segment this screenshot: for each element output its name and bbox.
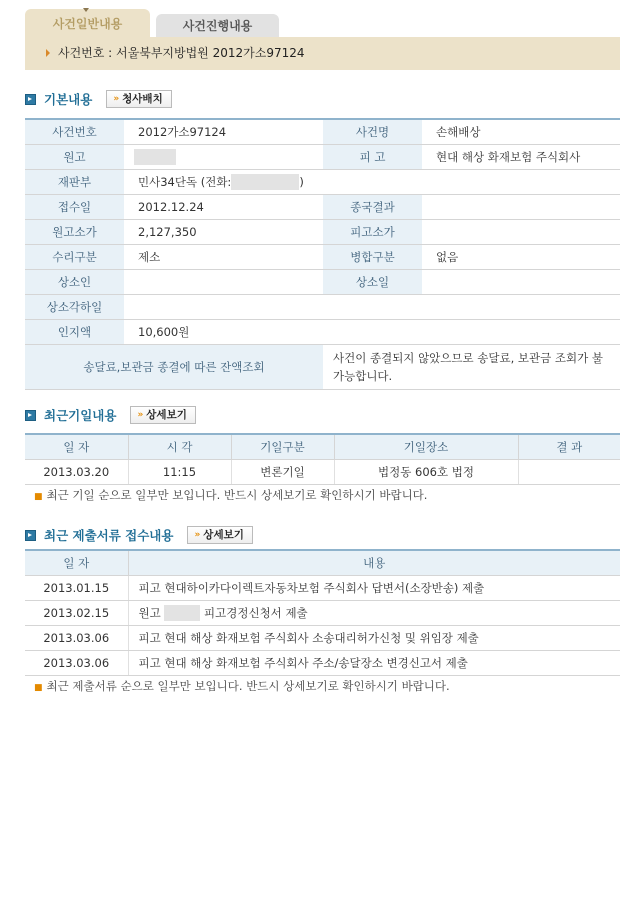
tab-case-general-label: 사건일반내용: [52, 17, 123, 31]
hearing-section-header: [25, 405, 196, 425]
hearing-details-button[interactable]: [130, 406, 195, 424]
cell-content-prefix: 원고: [138, 605, 161, 620]
value-defendant-claim: [422, 220, 620, 245]
documents-section-title: 최근 제출서류 접수내용: [44, 528, 174, 543]
label-filing-date: 접수일: [25, 195, 124, 220]
table-row: [25, 320, 620, 345]
value-merge-type: 없음: [422, 245, 620, 270]
table-header-row: [25, 434, 620, 460]
documents-table: [25, 549, 620, 676]
caret-down-icon: [83, 8, 89, 12]
table-row: [25, 626, 620, 651]
documents-note-text: 최근 제출서류 순으로 일부만 보입니다. 반드시 상세보기로 확인하시기 바랍니다.: [46, 679, 450, 693]
label-defendant: 피 고: [323, 145, 422, 170]
label-case-number: 사건번호: [25, 119, 124, 145]
cell-content-suffix: 피고경정신청서 제출: [204, 605, 308, 620]
header-hearing-place: 기일장소: [334, 434, 518, 460]
label-appellant: 상소인: [25, 270, 124, 295]
court-division-text: 민사34단독 (전화:: [138, 174, 232, 189]
documents-details-label: 상세보기: [203, 529, 244, 541]
value-filing-date: 2012.12.24: [124, 195, 323, 220]
hearing-table: [25, 433, 620, 485]
hearing-note: [34, 487, 427, 503]
label-plaintiff: 원고: [25, 145, 124, 170]
case-number-bar: [25, 37, 620, 70]
cell-date: 2013.03.06: [25, 651, 128, 676]
hearing-note-text: 최근 기일 순으로 일부만 보입니다. 반드시 상세보기로 확인하시기 바랍니다.: [46, 488, 428, 502]
cell-content: 피고 현대하이카다이렉트자동차보험 주식회사 답변서(소장반송) 제출: [128, 576, 620, 601]
redacted-block: [164, 605, 200, 621]
table-row: [25, 460, 620, 485]
value-stamp-fee: 10,600원: [124, 320, 620, 345]
tab-case-progress[interactable]: [156, 14, 279, 37]
section-bullet-icon: [25, 410, 36, 421]
page: [25, 0, 620, 693]
cell-content: [128, 601, 620, 626]
cell-content: 피고 현대 해상 화재보험 주식회사 소송대리허가신청 및 위임장 제출: [128, 626, 620, 651]
basic-info-table: [25, 118, 620, 390]
label-defendant-claim: 피고소가: [323, 220, 422, 245]
header-date: 일 자: [25, 550, 128, 576]
header-date: 일 자: [25, 434, 128, 460]
case-number-text: 사건번호 : 서울북부지방법원 2012가소97124: [58, 46, 305, 60]
value-case-number: 2012가소97124: [124, 119, 323, 145]
table-row: [25, 220, 620, 245]
section-bullet-icon: [25, 530, 36, 541]
hearing-section-title: 최근기일내용: [44, 408, 117, 423]
hearing-details-label: 상세보기: [146, 409, 187, 421]
label-balance-inquiry: 송달료,보관금 종결에 따른 잔액조회: [25, 345, 323, 390]
table-row: [25, 576, 620, 601]
table-row: [25, 345, 620, 390]
value-defendant: 현대 해상 화재보험 주식회사: [422, 145, 620, 170]
arrow-right-icon: [46, 49, 50, 57]
tab-case-general[interactable]: [25, 9, 150, 37]
value-case-name: 손해배상: [422, 119, 620, 145]
bullet-icon: ■: [34, 683, 43, 693]
value-court-division: [124, 170, 620, 195]
basic-section-title: 기본내용: [44, 92, 93, 107]
table-row: [25, 170, 620, 195]
cell-date: 2013.03.06: [25, 626, 128, 651]
label-receipt-type: 수리구분: [25, 245, 124, 270]
cell-time: 11:15: [128, 460, 231, 485]
cell-date: 2013.02.15: [25, 601, 128, 626]
cell-result: [518, 460, 620, 485]
table-row: [25, 145, 620, 170]
label-final-result: 종국결과: [323, 195, 422, 220]
header-content: 내용: [128, 550, 620, 576]
value-appeal-dismissal-date: [124, 295, 620, 320]
table-row: [25, 270, 620, 295]
courthouse-layout-button[interactable]: [106, 90, 171, 108]
header-hearing-type: 기일구분: [231, 434, 334, 460]
label-plaintiff-claim: 원고소가: [25, 220, 124, 245]
cell-content: 피고 현대 해상 화재보험 주식회사 주소/송달장소 변경신고서 제출: [128, 651, 620, 676]
table-row: [25, 651, 620, 676]
header-time: 시 각: [128, 434, 231, 460]
value-final-result: [422, 195, 620, 220]
documents-details-button[interactable]: [187, 526, 252, 544]
courthouse-layout-label: 청사배치: [122, 93, 163, 105]
value-appellant: [124, 270, 323, 295]
table-row: [25, 601, 620, 626]
double-chevron-icon: »: [113, 94, 119, 104]
table-header-row: [25, 550, 620, 576]
basic-section-header: [25, 89, 172, 109]
court-division-close: ): [299, 174, 304, 189]
table-row: [25, 119, 620, 145]
header-result: 결 과: [518, 434, 620, 460]
tab-case-progress-label: 사건진행내용: [182, 19, 253, 33]
label-court-division: 재판부: [25, 170, 124, 195]
value-appeal-date: [422, 270, 620, 295]
tab-bar: [25, 0, 620, 37]
table-row: [25, 245, 620, 270]
redacted-block: [231, 174, 299, 190]
section-bullet-icon: [25, 94, 36, 105]
cell-hearing-type: 변론기일: [231, 460, 334, 485]
documents-section-header: [25, 525, 253, 545]
double-chevron-icon: »: [194, 530, 200, 540]
label-case-name: 사건명: [323, 119, 422, 145]
value-plaintiff: [124, 145, 323, 170]
double-chevron-icon: »: [137, 410, 143, 420]
label-appeal-date: 상소일: [323, 270, 422, 295]
value-plaintiff-claim: 2,127,350: [124, 220, 323, 245]
bullet-icon: ■: [34, 492, 43, 502]
documents-note: [34, 678, 450, 694]
value-receipt-type: 제소: [124, 245, 323, 270]
cell-hearing-place: 법정동 606호 법정: [334, 460, 518, 485]
table-row: [25, 295, 620, 320]
label-merge-type: 병합구분: [323, 245, 422, 270]
label-stamp-fee: 인지액: [25, 320, 124, 345]
label-appeal-dismissal-date: 상소각하일: [25, 295, 124, 320]
value-balance-inquiry: 사건이 종결되지 않았으므로 송달료, 보관금 조회가 불가능합니다.: [323, 345, 620, 390]
table-row: [25, 195, 620, 220]
cell-date: 2013.03.20: [25, 460, 128, 485]
redacted-block: [134, 149, 176, 165]
cell-date: 2013.01.15: [25, 576, 128, 601]
